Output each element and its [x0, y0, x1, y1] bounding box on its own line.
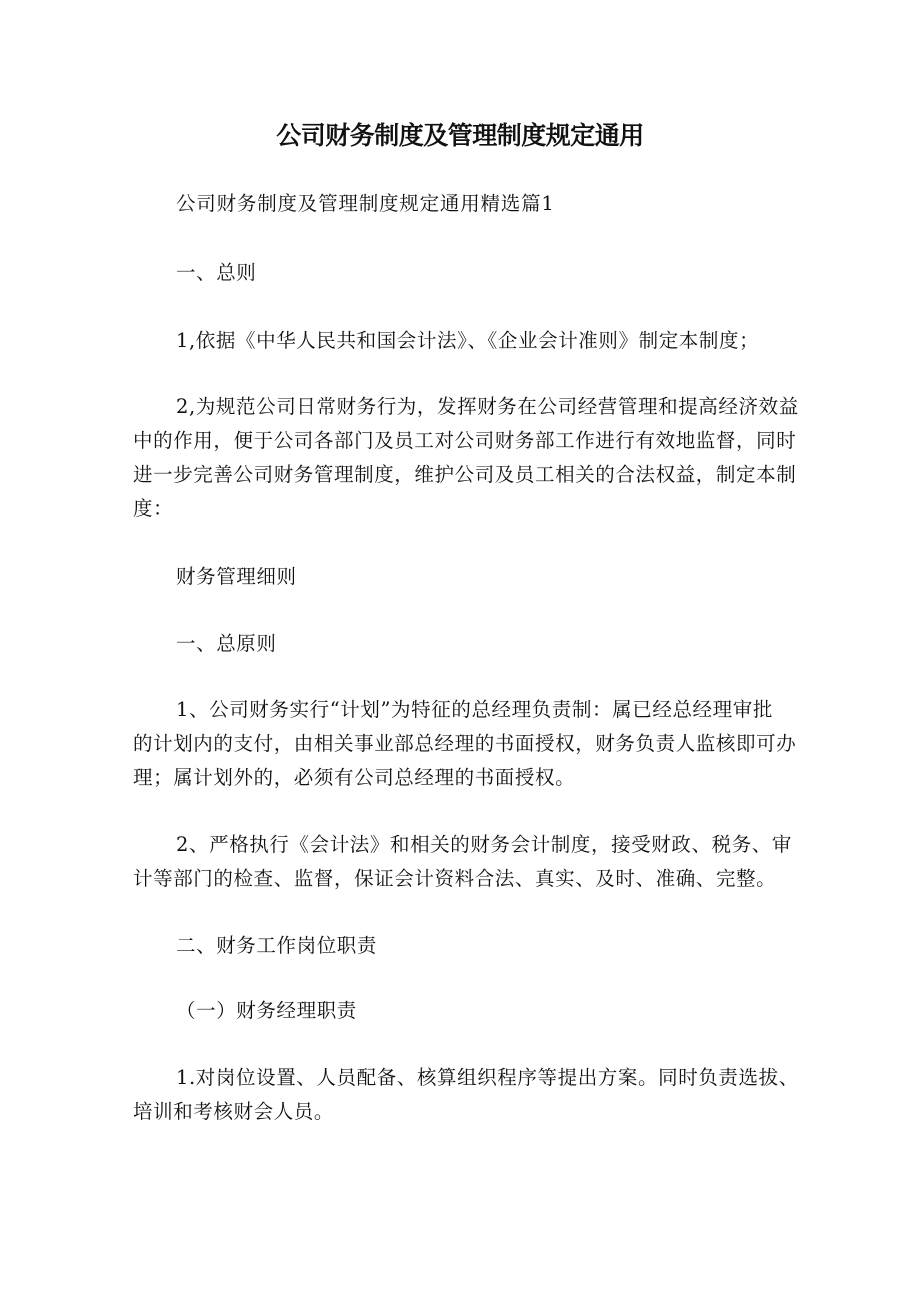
section-heading-rules: 财务管理细则 [176, 565, 297, 588]
paragraph-line: 2,为规范公司日常财务行为，发挥财务在公司经营管理和提高经济效益 [176, 395, 799, 418]
paragraph-line: 计等部门的检查、监督，保证会计资料合法、真实、及时、准确、完整。 [133, 867, 777, 890]
paragraph-line: 理；属计划外的，必须有公司总经理的书面授权。 [133, 766, 576, 789]
paragraph-line: 中的作用，便于公司各部门及员工对公司财务部工作进行有效地监督，同时 [133, 429, 797, 452]
section-heading-principles: 一、总原则 [176, 632, 277, 655]
subsection-heading-finance-manager: （一）财务经理职责 [176, 999, 357, 1022]
paragraph-line: 的计划内的支付，由相关事业部总经理的书面授权，财务负责人监核即可办 [133, 732, 797, 755]
paragraph-line: 1、公司财务实行“计划”为特征的总经理负责制：属已经总经理审批 [176, 698, 773, 721]
paragraph-line: 度： [133, 497, 174, 520]
document-subtitle: 公司财务制度及管理制度规定通用精选篇1 [176, 192, 555, 215]
document-title: 公司财务制度及管理制度规定通用 [276, 121, 644, 150]
section-heading-general: 一、总则 [176, 261, 257, 284]
paragraph-line: 进一步完善公司财务管理制度，维护公司及员工相关的合法权益，制定本制 [133, 463, 797, 486]
paragraph-line: 培训和考核财会人员。 [133, 1100, 335, 1123]
paragraph-item-1: 1,依据《中华人民共和国会计法》、《企业会计准则》制定本制度； [176, 329, 760, 352]
paragraph-line: 2、严格执行《会计法》和相关的财务会计制度，接受财政、税务、审 [176, 833, 793, 856]
section-heading-duties: 二、财务工作岗位职责 [176, 934, 378, 957]
paragraph-line: 1.对岗位设置、人员配备、核算组织程序等提出方案。同时负责选拔、 [176, 1066, 799, 1089]
